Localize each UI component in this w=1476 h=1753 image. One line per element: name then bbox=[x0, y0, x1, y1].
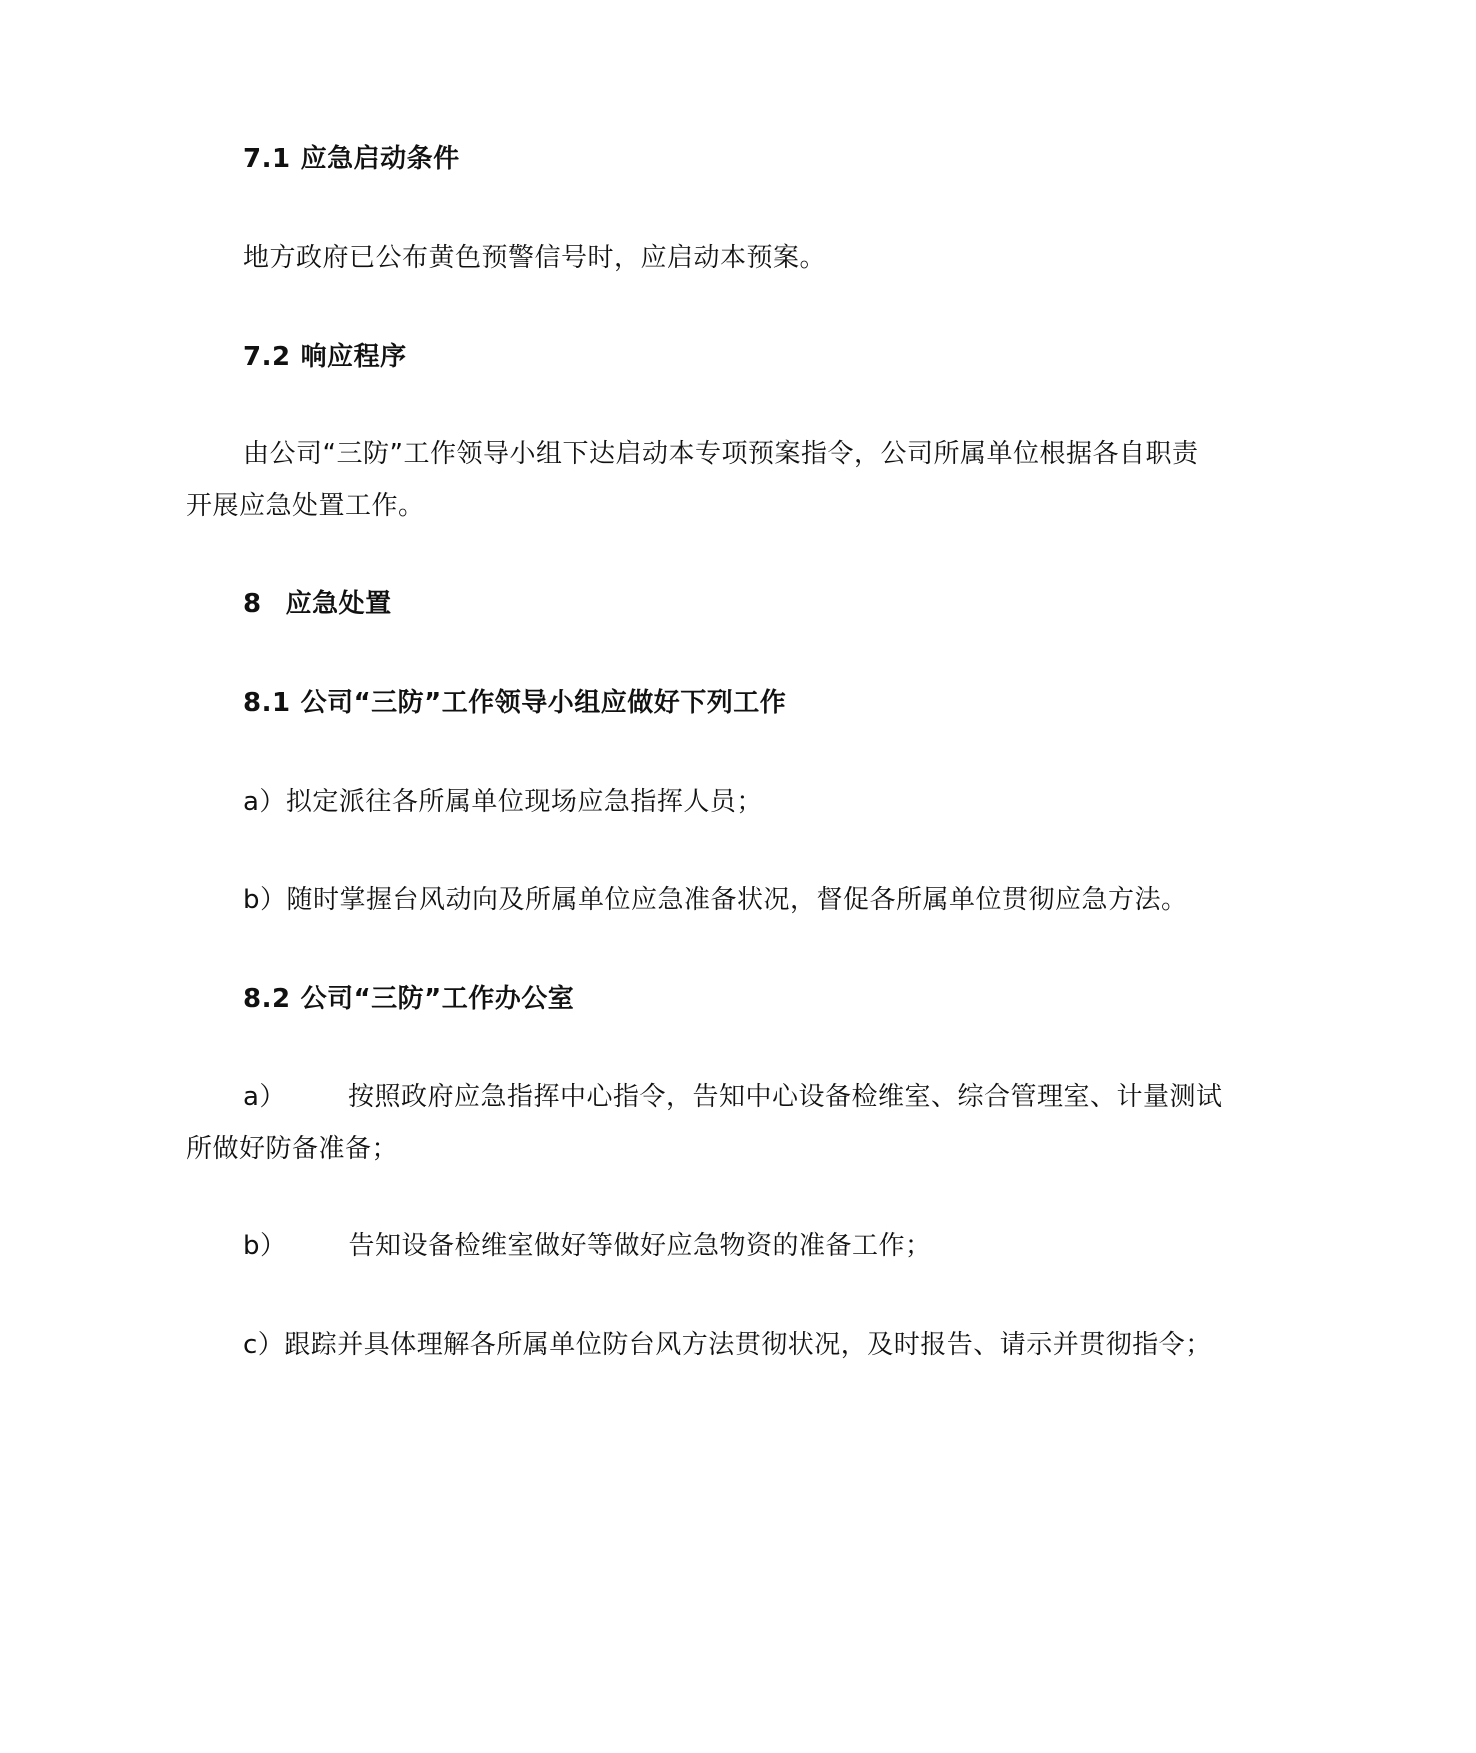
list-text: 按照政府应急指挥中心指令，告知中心设备检维室、综合管理室、计量测试 bbox=[347, 1082, 1223, 1112]
paragraph-7-2-line-2: 开展应急处置工作。 bbox=[186, 491, 425, 521]
section-number: 7.2 bbox=[243, 342, 291, 372]
section-number: 7.1 bbox=[243, 144, 291, 174]
paragraph-7-2-line-1: 由公司“三防”工作领导小组下达启动本专项预案指令，公司所属单位根据各自职责 bbox=[243, 439, 1199, 469]
list-item-8-2-b bbox=[243, 1228, 932, 1264]
list-text: 告知设备检维室做好等做好应急物资的准备工作； bbox=[348, 1231, 932, 1261]
section-number: 8.2 bbox=[243, 984, 291, 1014]
section-heading-7-2 bbox=[243, 339, 407, 375]
section-heading-8 bbox=[243, 586, 392, 622]
section-title: 应急启动条件 bbox=[300, 144, 460, 174]
list-item-8-1-a: a）拟定派往各所属单位现场应急指挥人员； bbox=[243, 787, 763, 817]
section-title: 公司“三防”工作办公室 bbox=[300, 984, 575, 1014]
section-title: 应急处置 bbox=[285, 589, 392, 619]
list-item-8-1-b: b）随时掌握台风动向及所属单位应急准备状况，督促各所属单位贯彻应急方法。 bbox=[243, 885, 1188, 915]
section-number: 8.1 bbox=[243, 688, 291, 718]
section-heading-8-2 bbox=[243, 981, 574, 1017]
paragraph-7-1: 地方政府已公布黄色预警信号时，应启动本预案。 bbox=[243, 243, 827, 273]
list-item-8-2-a bbox=[243, 1079, 1222, 1115]
section-title: 响应程序 bbox=[300, 342, 407, 372]
list-label: a） bbox=[243, 1082, 286, 1112]
list-label: b） bbox=[243, 1231, 287, 1261]
section-heading-7-1 bbox=[243, 141, 460, 177]
list-item-8-2-a-continued: 所做好防备准备； bbox=[186, 1134, 399, 1164]
list-item-8-2-c: c）跟踪并具体理解各所属单位防台风方法贯彻状况，及时报告、请示并贯彻指令； bbox=[243, 1330, 1212, 1360]
section-title: 公司“三防”工作领导小组应做好下列工作 bbox=[300, 688, 787, 718]
section-heading-8-1 bbox=[243, 685, 786, 721]
section-number: 8 bbox=[243, 589, 262, 619]
